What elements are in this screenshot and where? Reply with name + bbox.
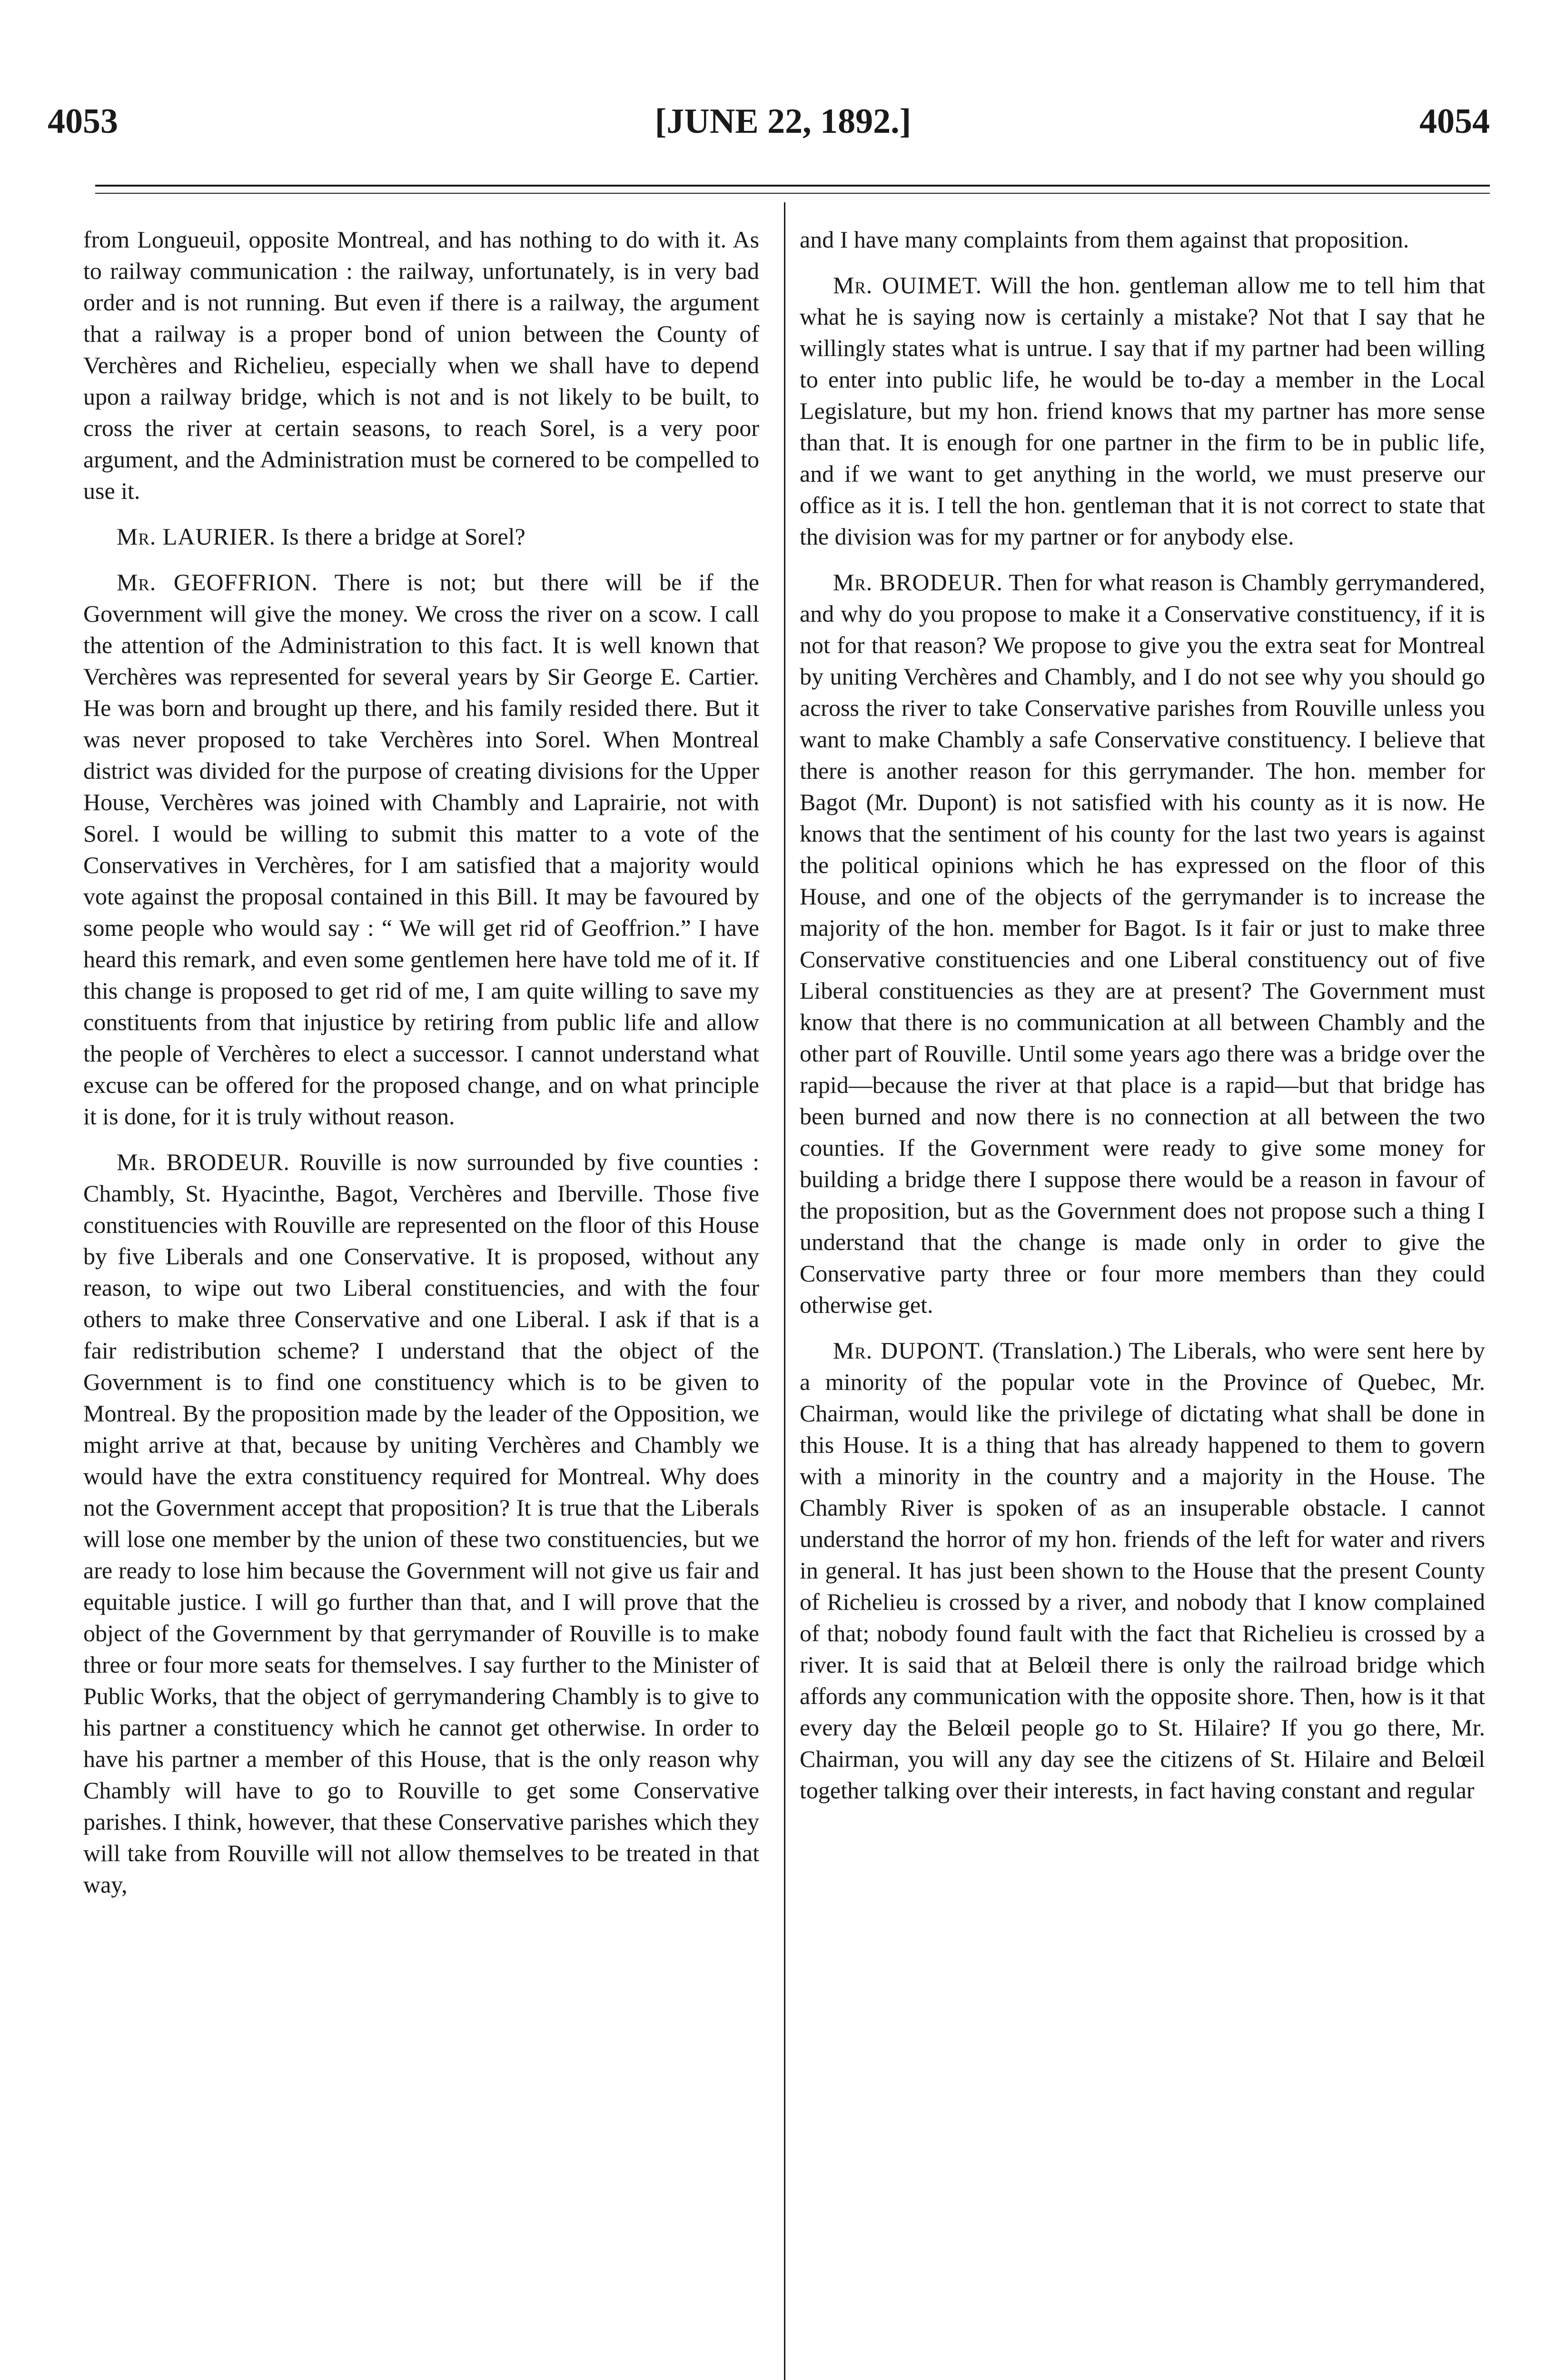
left-paragraph-1: from Longueuil, opposite Montreal, and has nothing to do with it. As to railway communication : the railway, unfortunately, is in very bad order and is not running. But even if there is a railway, the argument that a railway is a proper bond of union between the County of Verchères and Richelieu, especially when we shall have to depend upon a railway bridge, which is not and is not likely to be built, to cross the river at certain seasons, to reach Sorel, is a very poor argument, and the Administration must be cornered to be compelled to use it. — [83, 226, 759, 504]
right-paragraph-3 — [800, 566, 1485, 1320]
speaker-name: Mr. BRODEUR. — [117, 1149, 290, 1175]
column-divider — [784, 202, 785, 2380]
speaker-name: Mr. GEOFFRION. — [117, 569, 318, 595]
left-paragraph-4 — [83, 1146, 759, 1900]
right-paragraph-2 — [800, 269, 1485, 552]
page-date: [JUNE 22, 1892.] — [654, 102, 912, 141]
speaker-name: Mr. LAURIER. — [117, 523, 276, 550]
speech-text: (Translation.) The Liberals, who were sent here by a minority of the popular vote in the Province of Quebec, Mr. Chairman, would like the privilege of dictating what shall be done in this House. It is a thing that has already happened to them to govern with a minority in the country and a majority in the House. The Chambly River is spoken of as an insuperable obstacle. I cannot understand the horror of my hon. friends of the left for water and rivers in general. It has just been shown to the House that the present County of Richelieu is crossed by a river, and nobody that I know complained of that; nobody found fault with the fact that Richelieu is crossed by a river. It is said that at Belœil there is only the railroad bridge which affords any communication with the opposite shore. Then, how is it that every day the Belœil people go to St. Hilaire? If you go there, Mr. Chairman, you will any day see the citizens of St. Hilaire and Belœil together talking over their interests, in fact having constant and regular — [800, 1337, 1486, 1804]
speaker-name: Mr. DUPONT. — [833, 1337, 985, 1364]
right-page-number: 4054 — [1419, 102, 1490, 141]
speech-text: Will the hon. gentleman allow me to tell him that what he is saying now is certainly a mistake? Not that I say that he willingly states what is untrue. I say that if my partner had been willing to enter into public life, he would be to-day a member in the Local Legislature, but my hon. friend knows that my partner has more sense than that. It is enough for one partner in the firm to be in public life, and if we want to get anything in the world, we must preserve our office as it is. I tell the hon. gentleman that it is not correct to state that the division was for my partner or for anybody else. — [800, 272, 1485, 550]
header-rule-thin — [95, 193, 1490, 194]
speech-text: There is not; but there will be if the Government will give the money. We cross the river on a scow. I call the attention of the Administration to this fact. It is well known that Verchères was represented for several years by Sir George E. Cartier. He was born and brought up there, and his family resided there. But it was never proposed to take Verchères into Sorel. When Montreal district was divided for the purpose of creating divisions for the Upper House, Verchères was joined with Chambly and Laprairie, not with Sorel. I would be willing to submit this matter to a vote of the Conservatives in Verchères, for I am satisfied that a majority would vote against the proposal contained in this Bill. It may be favoured by some people who would say : “ We will get rid of Geoffrion.” I have heard this remark, and even some gentlemen here have told me of it. If this change is proposed to get rid of me, I am quite willing to save my constituents from that injustice by retiring from public life and allow the people of Verchères to elect a successor. I cannot understand what excuse can be offered for the proposed change, and on what principle it is done, for it is truly without reason. — [83, 569, 759, 1130]
right-paragraph-1: and I have many complaints from them against that proposition. — [800, 226, 1409, 253]
left-paragraph-2 — [83, 521, 759, 552]
header-rule-thick — [95, 185, 1490, 187]
speech-text: Rouville is now surrounded by five counties : Chambly, St. Hyacinthe, Bagot, Verchères and Iberville. Those five constituencies with Rouville are represented on the floor of this House by five Liberals and one Conservative. It is proposed, without any reason, to wipe out two Liberal constituencies, and with the four others to make three Conservative and one Liberal. I ask if that is a fair redistribution scheme? I understand that the object of the Government is to find one constituency which is to be given to Montreal. By the proposition made by the leader of the Opposition, we might arrive at that, because by uniting Verchères and Chambly we would have the extra constituency required for Montreal. Why does not the Government accept that proposition? It is true that the Liberals will lose one member by the union of these two constituencies, but we are ready to lose him because the Government will not give us fair and equitable justice. I will go further than that, and I will prove that the object of the Government by that gerrymander of Rouville is to make three or four more seats for themselves. I say further to the Minister of Public Works, that the object of gerrymandering Chambly is to give to his partner a constituency which he cannot get otherwise. In order to have his partner a member of this House, that is the only reason why Chambly will have to go to Rouville to get some Conservative parishes. I think, however, that these Conservative parishes which they will take from Rouville will not allow themselves to be treated in that way, — [83, 1149, 759, 1898]
left-page-number: 4053 — [48, 102, 118, 141]
right-column — [800, 224, 1485, 1806]
speech-text: Then for what reason is Chambly gerrymandered, and why do you propose to make it a Conservative constituency, if it is not for that reason? We propose to give you the extra seat for Montreal by uniting Verchères and Chambly, and I do not see why you should go across the river to take Conservative parishes from Rouville unless you want to make Chambly a safe Conservative constituency. I believe that there is another reason for this gerrymander. The hon. member for Bagot (Mr. Dupont) is not satisfied with his county as it is now. He knows that the sentiment of his county for the last two years is against the political opinions which he has expressed on the floor of this House, and one of the objects of the gerrymander is to increase the majority of the hon. member for Bagot. Is it fair or just to make three Conservative constituencies and one Liberal constituency out of five Liberal constituencies as they are at present? The Government must know that there is no communication at all between Chambly and the other part of Rouville. Until some years ago there was a bridge over the rapid—because the river at that place is a rapid—but that bridge has been burned and now there is no connection at all between the two counties. If the Government were ready to give some money for building a bridge there I suppose there would be a reason in favour of the proposition, but as the Government does not propose such a thing I understand that the change is made only in order to give the Conservative party three or four more members than they could otherwise get. — [800, 569, 1486, 1318]
left-column — [83, 224, 759, 1900]
speaker-name: Mr. BRODEUR. — [833, 569, 1003, 595]
page-header — [0, 0, 1566, 181]
speech-text: Is there a bridge at Sorel? — [275, 523, 525, 550]
right-paragraph-4 — [800, 1335, 1485, 1806]
speaker-name: Mr. OUIMET. — [833, 272, 982, 298]
left-paragraph-3 — [83, 566, 759, 1132]
